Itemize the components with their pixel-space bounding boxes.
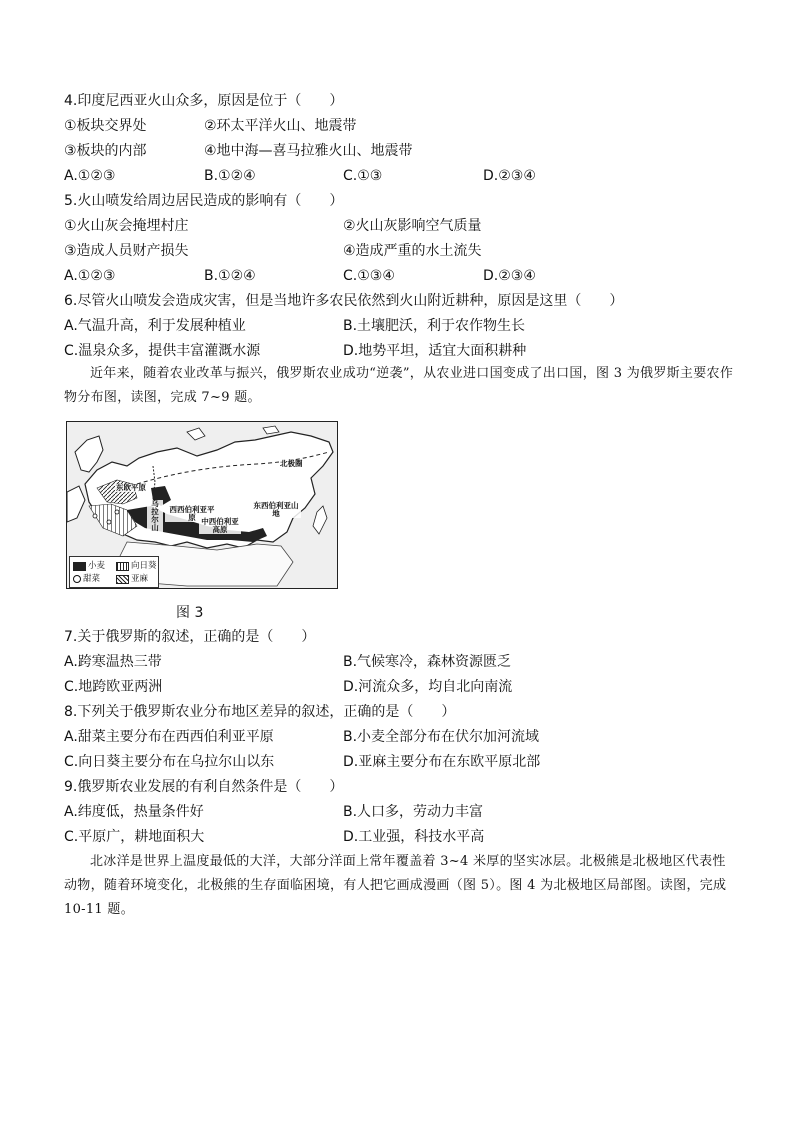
beet-swatch xyxy=(73,575,81,583)
q4-item-3: ③板块的内部 xyxy=(64,143,147,159)
label-arctic-circle: 北极圈 xyxy=(280,459,303,468)
q6-stem: 6.尽管火山喷发会造成灾害，但是当地许多农民依然到火山附近耕种，原因是这里（ ） xyxy=(64,293,624,309)
q6-choice-d[interactable]: D.地势平坦，适宜大面积耕种 xyxy=(343,343,527,359)
q9-choice-a[interactable]: A.纬度低，热量条件好 xyxy=(64,804,204,820)
q8-choice-c[interactable]: C.向日葵主要分布在乌拉尔山以东 xyxy=(64,754,275,770)
q6-choice-b[interactable]: B.土壤肥沃，利于农作物生长 xyxy=(343,318,526,334)
legend-beet-label: 甜菜 xyxy=(83,574,101,584)
q9-choice-c[interactable]: C.平原广，耕地面积大 xyxy=(64,829,205,845)
q7-choice-d[interactable]: D.河流众多，均自北向南流 xyxy=(343,679,513,695)
q8-choice-a[interactable]: A.甜菜主要分布在西西伯利亚平原 xyxy=(64,729,274,745)
q7-choice-b[interactable]: B.气候寒冷，森林资源匮乏 xyxy=(343,654,512,670)
q7-stem: 7.关于俄罗斯的叙述，正确的是（ ） xyxy=(64,629,316,645)
legend-sunflower xyxy=(116,560,157,572)
sunflower-swatch xyxy=(116,562,129,571)
legend-flax xyxy=(116,573,148,585)
q6-choice-c[interactable]: C.温泉众多，提供丰富灌溉水源 xyxy=(64,343,261,359)
legend-wheat-label: 小麦 xyxy=(88,561,106,571)
legend-sunflower-label: 向日葵 xyxy=(131,561,157,571)
q5-item-4: ④造成严重的水土流失 xyxy=(343,243,482,259)
q4-choice-b[interactable]: B.①②④ xyxy=(204,168,256,184)
wheat-swatch xyxy=(73,562,86,571)
q4-choice-c[interactable]: C.①③ xyxy=(343,168,383,184)
beet-dot xyxy=(93,514,97,518)
label-east-siberia: 东西伯利亚山地 xyxy=(251,502,301,518)
q4-item-4: ④地中海—喜马拉雅火山、地震带 xyxy=(204,143,413,159)
beet-dot xyxy=(115,510,119,514)
q5-item-3: ③造成人员财产损失 xyxy=(64,243,189,259)
label-west-siberia: 西西伯利亚平原 xyxy=(165,506,219,522)
q4-choice-d[interactable]: D.②③④ xyxy=(483,168,536,184)
q5-stem: 5.火山喷发给周边居民造成的影响有（ ） xyxy=(64,193,344,209)
q5-item-1: ①火山灰会掩埋村庄 xyxy=(64,218,189,234)
q5-choice-d[interactable]: D.②③④ xyxy=(483,268,536,284)
map-legend xyxy=(69,556,159,588)
q4-item-1: ①板块交界处 xyxy=(64,118,147,134)
legend-beet xyxy=(73,573,100,585)
q6-choice-a[interactable]: A.气温升高，利于发展种植业 xyxy=(64,318,246,334)
q4-item-2: ②环太平洋火山、地震带 xyxy=(204,118,357,134)
q5-choice-a[interactable]: A.①②③ xyxy=(64,268,116,284)
label-east-europe-plain: 东欧平原 xyxy=(116,483,146,492)
q8-stem: 8.下列关于俄罗斯农业分布地区差异的叙述，正确的是（ ） xyxy=(64,704,456,720)
q8-choice-d[interactable]: D.亚麻主要分布在东欧平原北部 xyxy=(343,754,541,770)
label-ural: 乌拉尔山 xyxy=(147,500,163,532)
legend-wheat xyxy=(73,560,105,572)
passage-russia-agriculture: 近年来，随着农业改革与振兴，俄罗斯农业成功“逆袭”，从农业进口国变成了出口国，图 3 为俄罗斯主要农作物分布图，读图，完成 7~9 题。 xyxy=(64,366,734,405)
flax-swatch xyxy=(116,575,129,584)
q7-choice-a[interactable]: A.跨寒温热三带 xyxy=(64,654,162,670)
passage-arctic: 北冰洋是世界上温度最低的大洋，大部分洋面上常年覆盖着 3~4 米厚的坚实冰层。北极熊是北极地区代表性动物，随着环境变化，北极熊的生存面临困境，有人把它画成漫画（图 5）。图 4 为北极地区局部图。读图，完成 10-11 题。 xyxy=(64,854,727,917)
q9-choice-b[interactable]: B.人口多，劳动力丰富 xyxy=(343,804,484,820)
q5-item-2: ②火山灰影响空气质量 xyxy=(343,218,482,234)
legend-flax-label: 亚麻 xyxy=(131,574,149,584)
q8-choice-b[interactable]: B.小麦全部分布在伏尔加河流域 xyxy=(343,729,540,745)
q5-choice-c[interactable]: C.①③④ xyxy=(343,268,395,284)
q9-stem: 9.俄罗斯农业发展的有利自然条件是（ ） xyxy=(64,779,344,795)
q4-stem: 4.印度尼西亚火山众多，原因是位于（ ） xyxy=(64,93,344,109)
label-central-siberia: 中西伯利亚高原 xyxy=(199,518,241,534)
beet-dot xyxy=(107,520,111,524)
figure-3-caption: 图 3 xyxy=(176,605,204,621)
q9-choice-d[interactable]: D.工业强，科技水平高 xyxy=(343,829,485,845)
russia-crop-map xyxy=(66,421,338,589)
q4-choice-a[interactable]: A.①②③ xyxy=(64,168,116,184)
q7-choice-c[interactable]: C.地跨欧亚两洲 xyxy=(64,679,163,695)
q5-choice-b[interactable]: B.①②④ xyxy=(204,268,256,284)
